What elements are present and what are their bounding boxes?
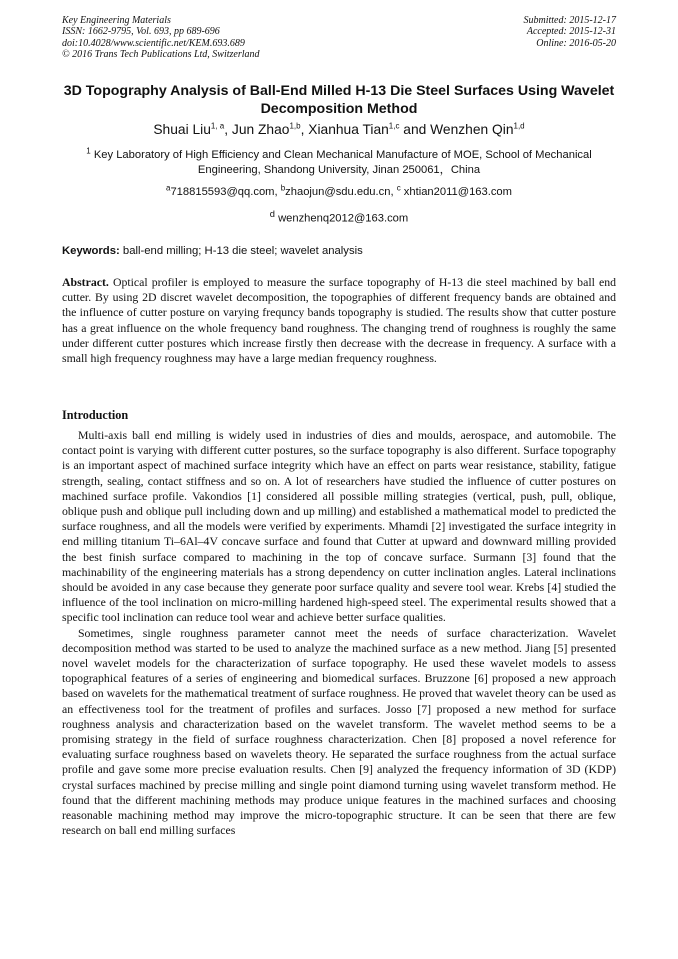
abstract-text: Optical profiler is employed to measure the surface topography of H-13 die steel machined by ball end cutter. By using 2D discret wavelet decomposition, the topographies of different frequency bands are obtained and the influence of cutter posture on varying frequncy bands topography is studied. The results show that cutter posture has a great influence on the whole frequency band roughness. The changing trend of roughness is roughly the same under different cutter postures which increase firstly then decrease with the decrease in frequency. A surface with a small high frequency roughness may have a large median frequency roughness. [62,275,616,366]
submitted-date: Submitted: 2015-12-17 [523,15,616,26]
keywords-label: Keywords: [62,245,120,257]
journal-header-left [62,15,260,61]
email-address[interactable]: 718815593@qq.com [170,186,275,198]
keywords [62,244,616,258]
affiliation [80,148,598,177]
abstract-label: Abstract. [62,275,109,289]
email-address[interactable]: wenzhenq2012@163.com [278,212,409,225]
introduction-body [62,428,616,838]
author-list [62,121,616,139]
author-name: Shuai Liu [153,122,211,137]
accepted-date: Accepted: 2015-12-31 [526,26,616,38]
abstract [62,275,616,366]
online-date: Online: 2016-05-20 [536,37,616,49]
journal-header-right [524,15,617,49]
author-affiliation-mark: 1, a [210,121,225,131]
email-address[interactable]: zhaojun@sdu.edu.cn [285,186,391,198]
paper-title: 3D Topography Analysis of Ball-End Milled H-13 Die Steel Surfaces Using Wavelet Decomposition Method [63,83,615,117]
author-affiliation-mark: 1,c [388,121,400,131]
author-name: Wenzhen Qin [430,122,514,137]
email-mark: c [396,183,401,193]
issn: ISSN: 1662-9795, Vol. 693, pp 689-696 [62,26,220,38]
copyright: © 2016 Trans Tech Publications Ltd, Switzerland [62,49,260,61]
paragraph: Multi-axis ball end milling is widely used in industries of dies and moulds, aerospace, and automobile. The contact point is varying with different cutter postures, so the surface topography is also different. Surface topography is an important aspect of machined surface integrity which have an effect on parts wear resistance, stability, fatigue strength, sealing, contact stiffness and so on. A lot of researchers have studied the influence of cutter postures on machined surface profile. Vakondios [1] considered all possible milling strategies (vertical, push, pull, oblique, oblique push and oblique pull including down and up milling) and established a mathematical model to predicted the surface roughness, and all the models were verified by experiments. Mhamdi [2] investigated the surface integrity in end milling titanium Ti–6Al–4V concave surface and found that Cutter at upward and downward milling provided the best finish surface compared to machining in the top of concave surface. Surmann [3] found that the machinability of the engineering materials has a strong dependency on cutter inclination angles. Lateral inclinations should be avoided in any case because they generate poor surface quality and severe tool wear. Krebs [4] studied the influence of the tool inclination on micro-milling hardened high-speed steel. The experimental results showed that a specific tool inclination can reduce tool wear and achieve better surface qualities. [62,428,616,625]
author-name: Xianhua Tian [308,122,389,137]
email-list-second-line [62,207,616,226]
keywords-text: ball-end milling; H-13 die steel; wavelet analysis [122,245,363,257]
author-separator: , [224,122,232,137]
journal-name: Key Engineering Materials [62,15,171,26]
author-separator: and [399,122,431,137]
email-mark: b [280,183,286,193]
author-affiliation-mark: 1,b [289,121,301,131]
affiliation-text: Key Laboratory of High Efficiency and Clean Mechanical Manufacture of MOE, School of Mechanical Engineering, Shandong University, Jinan 250061，China [93,149,592,176]
section-heading-introduction: Introduction [62,408,129,422]
doi: doi:10.4028/www.scientific.net/KEM.693.689 [62,37,245,49]
paragraph: Sometimes, single roughness parameter cannot meet the needs of surface characterization. Wavelet decomposition method was started to be used to analyze the machined surface as a new method. Jiang [5] presented novel wavelet models for the characterization of surface topography. He used these wavelet models to assess topographical features of a series of engineering and biomedical surfaces. Bruzzone [6] proposed a new approach based on wavelets for the mathematical treatment of surface roughness. He proved that wavelet theory can be used as an effectiveness tool for the treatment of profiles and surfaces. Josso [7] proposed a new method for surface roughness analysis and characterization based on the wavelet transform. The wavelet method seems to be a promising strategy in the field of surface roughness characterization. Chen [8] proposed a novel reference for evaluating surface roughness based on wavelets theory. He separated the surface roughness from the actual surface profile and gave some more precise evaluation results. Chen [9] analyzed the frequency information of 3D (KDP) crystal surfaces machined by precise milling and single point diamond turning using wavelet transform method. He found that the different machining methods may produce unique features in the machined surfaces and choosing reasonable machining method may improve the micro-topographic structure. It can be seen that there are few research on ball end milling surfaces [62,625,616,838]
affiliation-mark: 1 [86,146,91,156]
author-affiliation-mark: 1,d [513,121,525,131]
email-mark: a [166,183,171,193]
email-list: $^a$718815593@qq.com, $^b$zhaojun@sdu.edu.cn, $^c$ xhtian2011@163.com [166,183,512,198]
author-separator: , [300,122,309,137]
email-address[interactable]: xhtian2011@163.com [403,186,512,198]
author-name: Jun Zhao [231,122,290,137]
email-mark: d [269,209,275,219]
